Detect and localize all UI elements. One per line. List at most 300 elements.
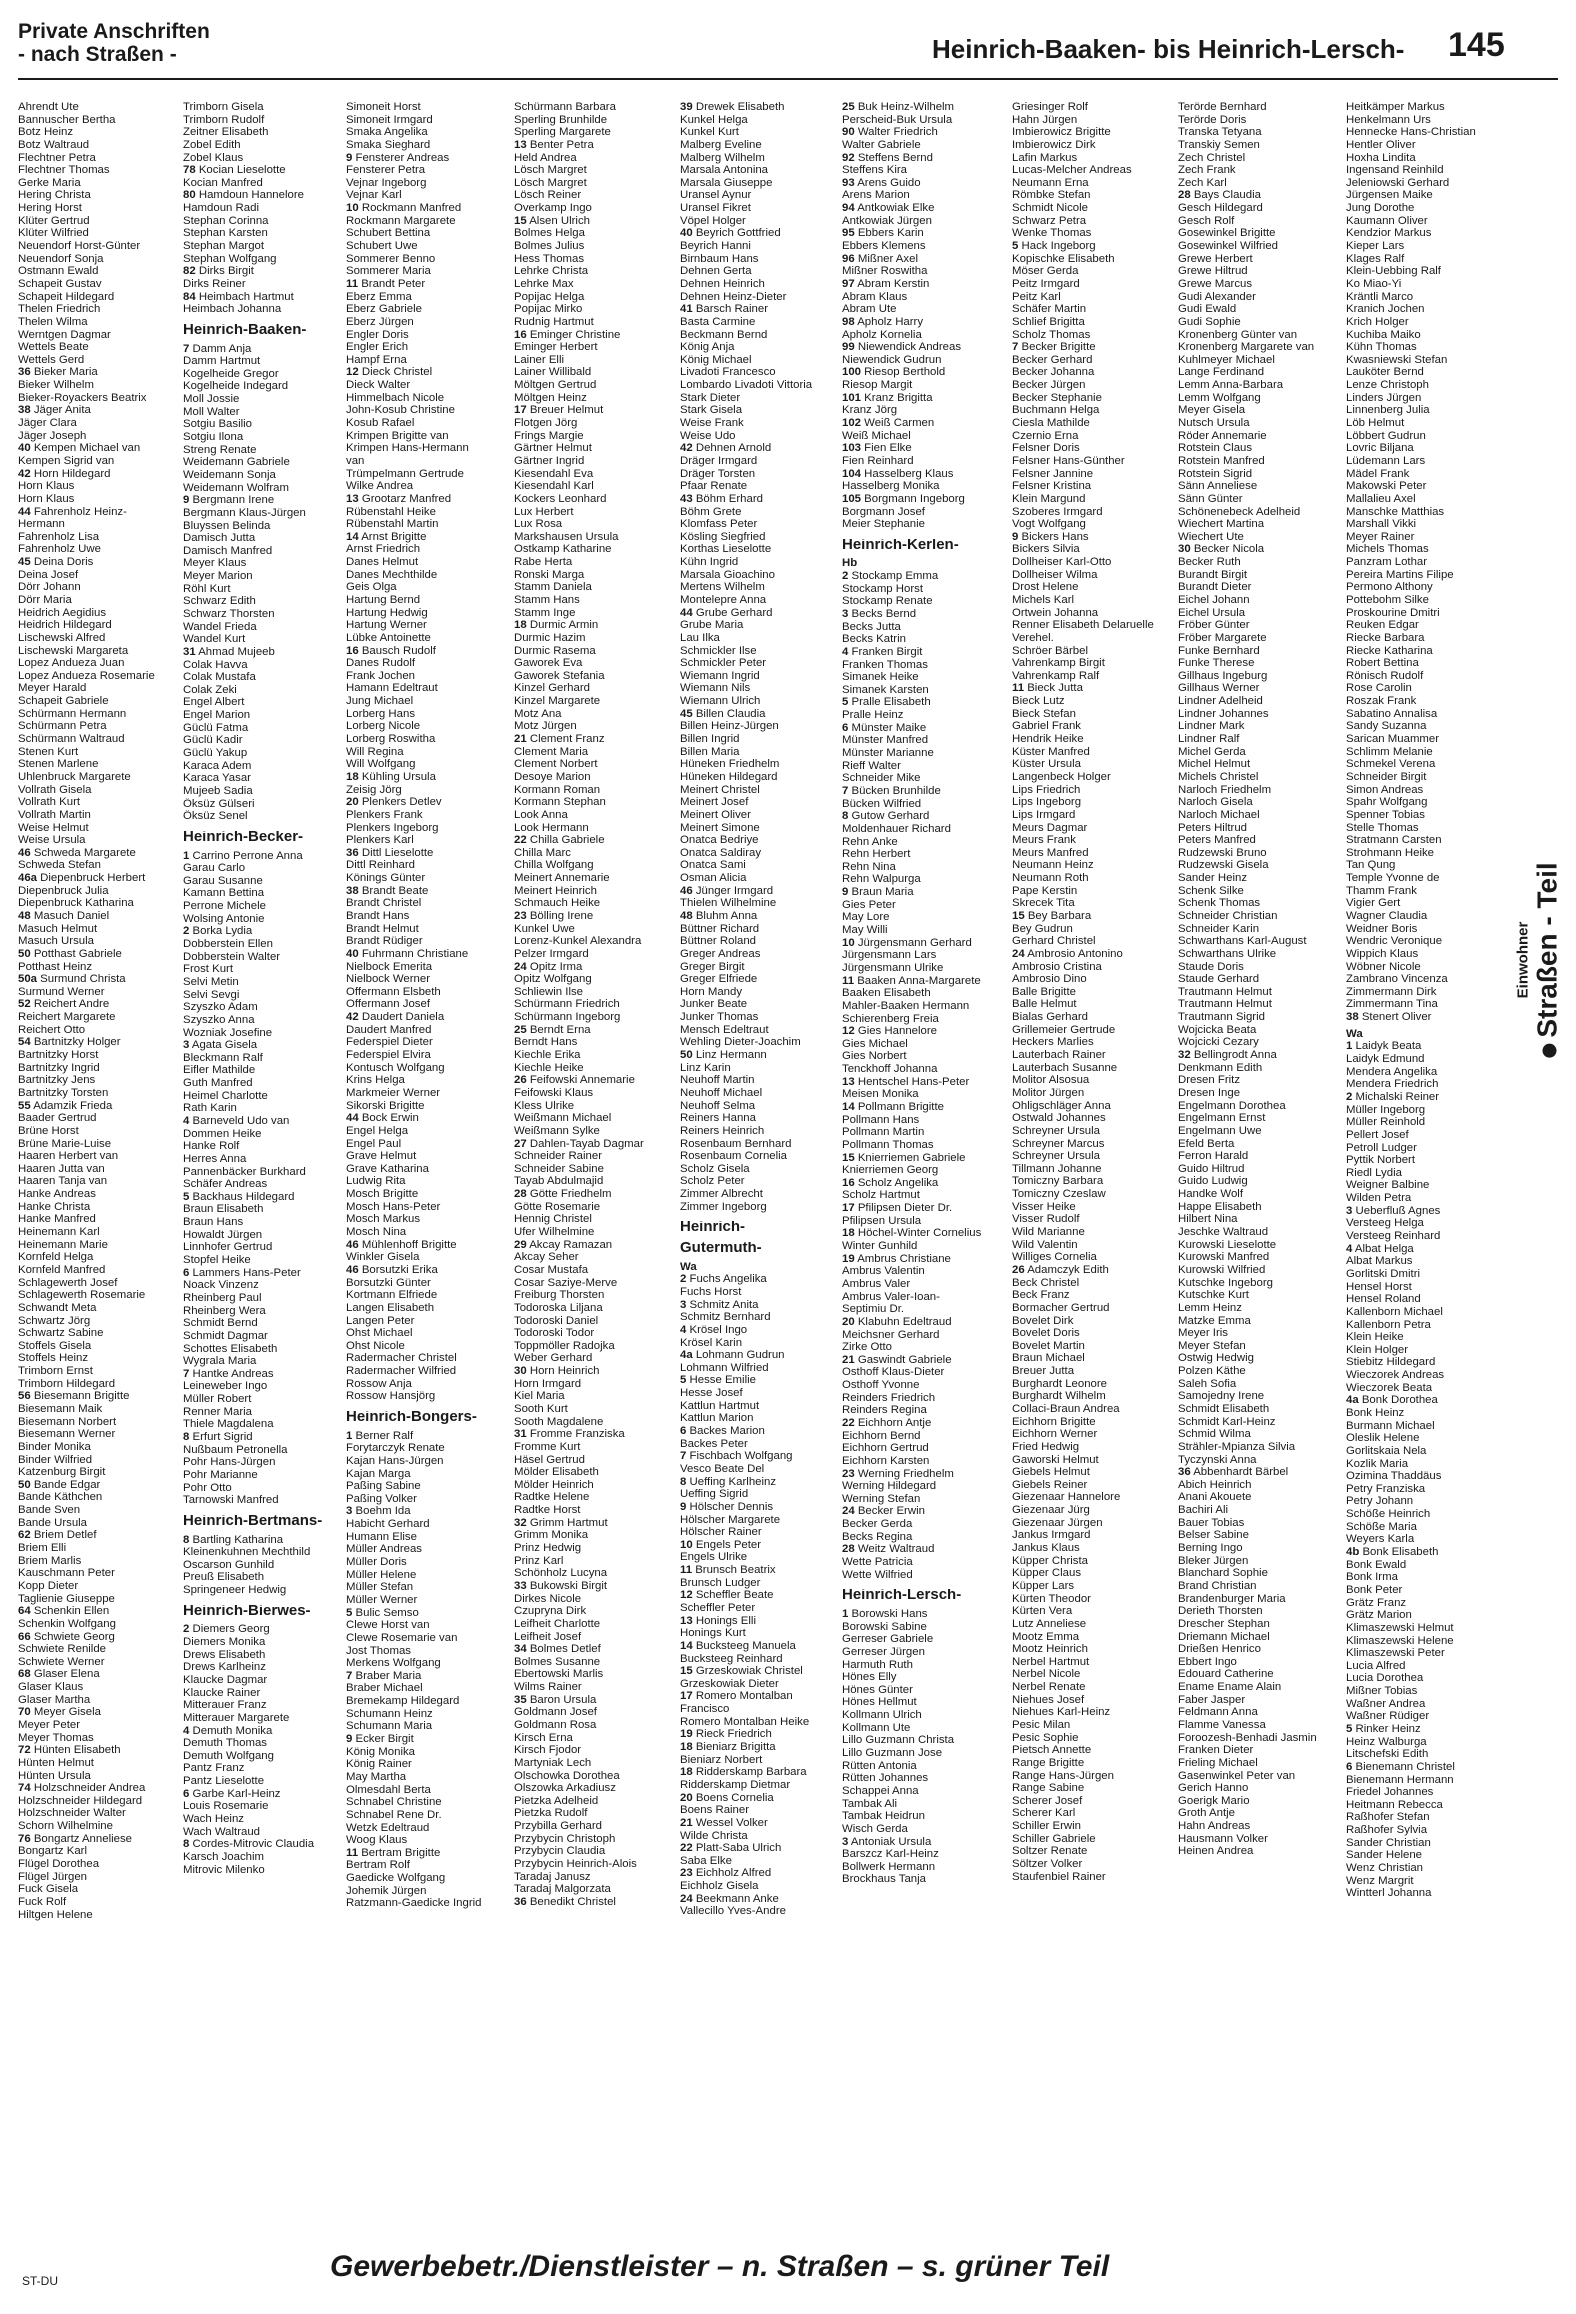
resident-entry: Brand Christian (1178, 1579, 1257, 1592)
resident-entry: Funke Bernhard (1178, 644, 1260, 657)
resident-entry: Zobel Edith (183, 138, 241, 151)
resident-entry: Grewe Marcus (1178, 277, 1253, 290)
resident-entry: Scherer Karl (1012, 1807, 1076, 1820)
resident-entry: Terörde Doris (1178, 113, 1247, 126)
resident-entry: Kirsch Erna (514, 1731, 573, 1744)
resident-entry: Hoxha Lindita (1346, 151, 1416, 164)
resident-entry: 42 Dehnen Arnold (680, 442, 772, 455)
resident-entry: Bartnitzky Horst (18, 1049, 99, 1062)
house-number: 8 (680, 1475, 687, 1488)
resident-entry: Dollheiser Karl-Otto (1012, 556, 1112, 569)
resident-entry: Häsel Gertrud (514, 1453, 585, 1466)
resident-entry: 11 Bieck Jutta (1012, 682, 1083, 695)
resident-entry: Flügel Dorothea (18, 1858, 100, 1871)
resident-entry: Strohmann Heike (1346, 846, 1435, 859)
resident-entry: Zimmer Ingeborg (680, 1200, 767, 1213)
resident-entry: Pfaar Renate (680, 480, 748, 493)
resident-entry: Greger Andreas (680, 947, 761, 960)
resident-entry: Röhl Kurt (183, 582, 231, 595)
resident-entry: Zirke Otto (842, 1341, 893, 1354)
resident-entry: Motz Jürgen (514, 720, 577, 733)
page-number: 145 (1448, 26, 1505, 64)
resident-entry: Staude Gerhard (1178, 973, 1260, 986)
resident-entry: Nerbel Nicole (1012, 1668, 1081, 1681)
resident-entry: Mitterauer Franz (183, 1699, 267, 1712)
resident-entry: 15 Knierriemen Gabriele (842, 1151, 966, 1164)
resident-entry: Scholz Hartmut (842, 1189, 920, 1202)
resident-entry: Terörde Bernhard (1178, 101, 1267, 113)
house-number: 42 (346, 1011, 359, 1024)
resident-entry: Meyer Gisela (1178, 404, 1246, 417)
resident-entry: 96 Mißner Axel (842, 252, 918, 265)
resident-entry: Temple Yvonne de (1346, 872, 1440, 885)
resident-entry: Romero Montalban Heike (680, 1715, 810, 1728)
resident-entry: Bonk Peter (1346, 1583, 1403, 1596)
resident-entry: 38 Brandt Beate (346, 884, 429, 897)
resident-entry: Wygrala Maria (183, 1355, 257, 1368)
house-number: 36 (18, 366, 31, 379)
resident-entry: Albat Markus (1346, 1255, 1413, 1268)
resident-entry: Winkler Gisela (346, 1251, 420, 1264)
resident-entry: 12 Gies Hannelore (842, 1025, 937, 1038)
resident-entry: Katzenburg Birgit (18, 1466, 106, 1479)
resident-entry: 3 Schmitz Anita (680, 1298, 759, 1311)
house-number: 7 (183, 1367, 190, 1380)
resident-entry: 84 Heimbach Hartmut (183, 290, 294, 303)
resident-entry: Kinzel Gerhard (514, 682, 590, 695)
house-number: 48 (680, 910, 693, 922)
house-number: 4 (183, 1724, 190, 1737)
resident-entry: Wehling Dieter-Joachim (680, 1036, 801, 1049)
resident-entry: Imbierowicz Dirk (1012, 138, 1096, 151)
resident-entry: Klüter Wilfried (18, 227, 89, 240)
resident-entry: Lemm Wolfgang (1178, 391, 1261, 404)
resident-entry: Klein-Uebbing Ralf (1346, 265, 1441, 278)
house-number: 48 (18, 910, 31, 922)
resident-entry: Billen Maria (680, 745, 740, 758)
house-number: 15 (1012, 910, 1025, 922)
side-tab-big (1532, 862, 1564, 1057)
resident-entry: Bleker Jürgen (1178, 1554, 1249, 1567)
resident-entry: Küster Manfred (1012, 745, 1090, 758)
resident-entry: Schmidt Bernd (183, 1317, 258, 1330)
resident-entry: Niehues Karl-Heinz (1012, 1706, 1111, 1719)
resident-entry: Peitz Irmgard (1012, 277, 1080, 290)
resident-entry: 14 Pollmann Brigitte (842, 1100, 944, 1113)
house-number: 44 (680, 606, 693, 619)
resident-entry: Oscarson Gunhild (183, 1558, 275, 1571)
resident-entry: Stamm Inge (514, 606, 576, 619)
resident-entry: 38 Stenert Oliver (1346, 1011, 1432, 1024)
resident-entry: Kuhlmeyer Michael (1178, 353, 1275, 366)
resident-entry: Moll Walter (183, 405, 240, 418)
house-number: 98 (842, 315, 855, 328)
resident-entry: 17 Romero Montalban (680, 1690, 793, 1703)
resident-entry: Buchmann Helga (1012, 404, 1100, 417)
house-number: 4 (680, 1323, 687, 1336)
resident-entry: Kozlik Maria (1346, 1457, 1409, 1470)
resident-entry: Pollmann Martin (842, 1126, 925, 1139)
resident-entry: Schenk Silke (1178, 884, 1244, 897)
resident-entry: Moll Jossie (183, 393, 240, 406)
resident-entry: Blanchard Sophie (1178, 1567, 1268, 1580)
resident-entry: Saba Elke (680, 1854, 732, 1867)
resident-entry: Lehrke Max (514, 277, 574, 290)
resident-entry: Holzschneider Hildegard (18, 1794, 143, 1807)
house-number: 6 (680, 1425, 687, 1438)
resident-entry: Look Hermann (514, 821, 589, 834)
house-number: 3 (183, 1039, 190, 1052)
resident-entry: Barszcz Karl-Heinz (842, 1848, 939, 1861)
resident-entry: Hölscher Rainer (680, 1526, 762, 1539)
house-number: 29 (514, 1238, 527, 1251)
house-number: 93 (842, 176, 855, 189)
resident-entry: Mitterauer Margarete (183, 1711, 290, 1724)
resident-entry: Riecke Katharina (1346, 644, 1433, 657)
resident-entry: Eberz Gabriele (346, 303, 422, 316)
resident-entry: Müller Robert (183, 1393, 252, 1406)
resident-entry: Bleckmann Ralf (183, 1051, 263, 1064)
resident-entry: Dirkes Nicole (514, 1592, 582, 1605)
resident-entry: Kwasniewski Stefan (1346, 353, 1448, 366)
resident-entry: Mosch Markus (346, 1213, 421, 1226)
house-number: 11 (346, 277, 359, 290)
resident-entry: Colak Havva (183, 658, 248, 671)
resident-entry: Pantz Lieselotte (183, 1775, 265, 1788)
resident-entry: Lopez Andueza Rosemarie (18, 669, 155, 682)
resident-entry: Plenkers Frank (346, 808, 423, 821)
resident-entry: Lüdemann Lars (1346, 454, 1426, 467)
resident-entry: Scholz Thomas (1012, 328, 1091, 341)
resident-entry: Rudzewski Bruno (1178, 846, 1267, 859)
resident-entry: Reiners Hanna (680, 1112, 756, 1125)
resident-entry: 7 Bücken Brunhilde (842, 784, 941, 797)
resident-entry: Nielbock Emerita (346, 960, 433, 973)
resident-entry: 35 Baron Ursula (514, 1693, 597, 1706)
resident-entry: Wozniak Josefine (183, 1026, 273, 1039)
resident-entry: Apholz Kornelia (842, 328, 922, 341)
resident-entry: Meinert Christel (680, 783, 760, 796)
resident-entry: 78 Kocian Lieselotte (183, 164, 286, 177)
resident-entry: Schumann Maria (346, 1720, 433, 1733)
resident-entry: Prinz Hedwig (514, 1542, 582, 1555)
resident-entry: Stark Dieter (680, 391, 741, 404)
resident-entry: Werning Stefan (842, 1492, 921, 1505)
resident-entry: Noack Vinzenz (183, 1279, 259, 1292)
resident-entry: Potthast Heinz (18, 960, 93, 973)
resident-entry: Krins Helga (346, 1074, 405, 1087)
resident-entry: Colak Mustafa (183, 671, 256, 684)
resident-entry: Ohligschläger Anna (1012, 1099, 1111, 1112)
resident-entry: Thamm Frank (1346, 884, 1417, 897)
house-number: 38 (18, 404, 31, 417)
resident-entry: Wettels Gerd (18, 353, 85, 366)
resident-entry: Masuch Helmut (18, 922, 98, 935)
resident-entry: 5 Hack Ingeborg (1012, 240, 1096, 253)
house-number: 18 (842, 1227, 855, 1240)
resident-entry: 30 Becker Nicola (1178, 543, 1265, 556)
resident-entry: Meyer Thomas (18, 1731, 94, 1744)
house-number: 20 (680, 1791, 693, 1804)
resident-entry: Permono Althony (1346, 581, 1433, 594)
resident-entry: 44 Bock Erwin (346, 1112, 419, 1125)
resident-entry: Grzeskowiak Dieter (680, 1677, 779, 1690)
resident-entry: 26 Feifowski Annemarie (514, 1074, 635, 1087)
house-number: 43 (680, 492, 693, 505)
resident-entry: 14 Arnst Brigitte (346, 530, 427, 543)
resident-entry: Peitz Karl (1012, 290, 1061, 303)
resident-entry: Schweda Stefan (18, 859, 101, 872)
resident-entry: Federspiel Elvira (346, 1049, 431, 1062)
resident-entry: Raßhofer Stefan (1346, 1811, 1430, 1824)
house-number: 5 (680, 1374, 687, 1387)
resident-entry: Paßing Volker (346, 1492, 417, 1505)
resident-entry: Lübke Antoinette (346, 631, 431, 644)
resident-entry: Schmekel Verena (1346, 758, 1436, 771)
house-number: 2 (183, 925, 190, 938)
resident-entry: Tambak Ali (842, 1797, 898, 1810)
resident-entry: Offermann Elsbeth (346, 985, 441, 998)
resident-entry: Meinert Josef (680, 796, 749, 809)
resident-entry: Lips Friedrich (1012, 783, 1081, 796)
resident-entry: Kogelheide Indegard (183, 380, 289, 393)
resident-entry: Taglienie Giuseppe (18, 1592, 115, 1605)
resident-entry: Rönisch Rudolf (1346, 669, 1424, 682)
resident-entry: Kösling Siegfried (680, 530, 766, 543)
resident-entry: Pelzer Irmgard (514, 947, 589, 960)
resident-entry: Schumann Heinz (346, 1707, 433, 1720)
resident-entry: Garau Carlo (183, 862, 246, 875)
resident-entry: Weidemann Gabriele (183, 456, 290, 469)
resident-entry: Borgmann Josef (842, 505, 925, 518)
resident-entry: Bertram Rolf (346, 1859, 410, 1872)
resident-entry: 66 Schwiete Georg (18, 1630, 115, 1643)
resident-entry: Vejnar Ingeborg (346, 176, 427, 189)
resident-entry: Bannuscher Bertha (18, 113, 116, 126)
resident-entry: Schäfer Andreas (183, 1178, 268, 1191)
resident-entry: 21 Clement Franz (514, 733, 605, 746)
resident-entry: Neuendorf Horst-Günter (18, 240, 141, 253)
resident-entry: Malberg Wilhelm (680, 151, 765, 164)
resident-entry: Lohmann Wilfried (680, 1361, 769, 1374)
resident-entry: Zech Frank (1178, 164, 1236, 177)
resident-entry: 4 Demuth Monika (183, 1724, 273, 1737)
resident-entry: Ronski Marga (514, 568, 585, 581)
resident-entry: Howaldt Jürgen (183, 1228, 263, 1241)
resident-entry: Berndt Hans (514, 1036, 578, 1049)
resident-entry: Linnenberg Julia (1346, 404, 1430, 417)
resident-entry: Reichert Otto (18, 1023, 86, 1036)
resident-entry: Kajan Hans-Jürgen (346, 1454, 444, 1467)
resident-entry: Heimbach Johanna (183, 303, 282, 316)
house-number: 15 (680, 1665, 693, 1678)
resident-entry: Mosch Nina (346, 1226, 407, 1239)
resident-entry: Bremekamp Hildegard (346, 1695, 460, 1708)
house-number: 25 (842, 101, 855, 113)
resident-entry: Lainer Elli (514, 353, 565, 366)
resident-entry: Deina Josef (18, 568, 79, 581)
resident-entry: Kranz Jörg (842, 404, 898, 417)
resident-entry: Rotstein Claus (1178, 442, 1253, 455)
house-number: 35 (514, 1693, 527, 1706)
resident-entry: Grätz Marion (1346, 1609, 1412, 1622)
resident-entry: Kendzior Markus (1346, 227, 1432, 240)
resident-entry: Biesemann Werner (18, 1428, 116, 1441)
resident-entry: Klimaszewski Helene (1346, 1634, 1454, 1647)
house-number: 6 (1346, 1760, 1353, 1773)
resident-entry: 5 Pralle Elisabeth (842, 696, 931, 709)
resident-entry: Durmic Rasema (514, 644, 596, 657)
resident-entry: Münster Marianne (842, 747, 934, 760)
resident-entry: Sperling Brunhilde (514, 113, 608, 126)
resident-entry: Staude Doris (1178, 960, 1244, 973)
resident-entry: Weise Helmut (18, 821, 89, 834)
resident-entry: Schröer Bärbel (1012, 644, 1088, 657)
resident-entry: Onatca Saldiray (680, 846, 762, 859)
resident-entry: Hentler Oliver (1346, 138, 1416, 151)
resident-entry: 76 Bongartz Anneliese (18, 1832, 132, 1845)
resident-entry: Eichel Johann (1178, 593, 1250, 606)
resident-entry: Livadoti Francesco (680, 366, 776, 379)
resident-entry: Tomiczny Barbara (1012, 1175, 1104, 1188)
resident-entry: Güclü Kadir (183, 734, 243, 747)
resident-entry: Holzschneider Walter (18, 1807, 126, 1820)
resident-entry: Schmitz Bernhard (680, 1311, 771, 1324)
resident-entry: Schenkin Wolfgang (18, 1617, 116, 1630)
resident-entry: Ko Miao-Yi (1346, 277, 1402, 290)
resident-entry: Meier Stephanie (842, 518, 925, 531)
resident-entry: Bonk Heinz (1346, 1406, 1405, 1419)
resident-entry: Vollrath Gisela (18, 783, 92, 796)
resident-entry: 18 Ridderskamp Barbara (680, 1766, 807, 1779)
resident-entry: Kiesendahl Eva (514, 467, 594, 480)
resident-entry: Rossow Anja (346, 1377, 412, 1390)
resident-entry: Meyer Marion (183, 570, 253, 583)
resident-entry: Mujeeb Sadia (183, 784, 253, 797)
house-number: 17 (842, 1202, 855, 1215)
resident-entry: Rath Karin (183, 1102, 237, 1115)
resident-entry: Goldmann Josef (514, 1706, 597, 1719)
resident-entry: Rosenbaum Bernhard (680, 1137, 792, 1150)
resident-entry: Lauterbach Rainer (1012, 1049, 1106, 1062)
resident-entry: Marsala Giuseppe (680, 176, 773, 189)
resident-entry: Hamann Edeltraut (346, 682, 438, 695)
resident-entry: Braun Elisabeth (183, 1203, 264, 1216)
resident-entry: Smaka Sieghard (346, 138, 431, 151)
resident-entry: Humann Elise (346, 1530, 417, 1543)
resident-entry: 103 Fien Elke (842, 442, 912, 455)
resident-entry: Lips Ingeborg (1012, 796, 1082, 809)
house-number: 31 (183, 645, 196, 658)
resident-entry: Krimpen Brigitte van (346, 429, 449, 442)
resident-entry: Felsner Jannine (1012, 467, 1094, 480)
resident-entry: Vollrath Kurt (18, 796, 81, 809)
resident-entry: Neuhoff Martin (680, 1074, 755, 1087)
resident-entry: Held Andrea (514, 151, 577, 164)
resident-entry: Brunsch Ludger (680, 1576, 761, 1589)
resident-entry: Jeleniowski Gerhard (1346, 176, 1450, 189)
resident-entry: Götte Rosemarie (514, 1200, 601, 1213)
resident-entry: Berning Ingo (1178, 1542, 1243, 1555)
resident-entry: Hess Thomas (514, 252, 585, 265)
resident-entry: Simoneit Horst (346, 101, 421, 113)
resident-entry: Rotstein Sigrid (1178, 467, 1253, 480)
house-number: 74 (18, 1782, 31, 1795)
resident-entry: Engelmann Dorothea (1178, 1099, 1286, 1112)
resident-entry: Abram Ute (842, 303, 897, 316)
resident-entry: Vesco Beate Del (680, 1462, 765, 1475)
resident-entry: Pfilipsen Ursula (842, 1214, 922, 1227)
resident-entry: Kunkel Kurt (680, 126, 739, 139)
house-number: 7 (1012, 341, 1019, 354)
resident-entry: 16 Eminger Christine (514, 328, 621, 341)
resident-entry: Bovelet Martin (1012, 1339, 1085, 1352)
house-number: 26 (1012, 1263, 1025, 1276)
resident-entry: Schlagewerth Rosemarie (18, 1289, 146, 1302)
resident-entry: Dräger Torsten (680, 467, 756, 480)
resident-entry: Mädel Frank (1346, 467, 1410, 480)
house-number: 7 (346, 1669, 353, 1682)
resident-entry: Stamm Hans (514, 593, 580, 606)
resident-entry: Pietsch Annette (1012, 1744, 1092, 1757)
resident-entry: 18 Bieniarz Brigitta (680, 1741, 776, 1754)
resident-entry: Krösel Karin (680, 1336, 743, 1349)
resident-entry: Meinert Simone (680, 821, 760, 834)
resident-entry: 7 Braber Maria (346, 1669, 422, 1682)
house-number: 3 (680, 1298, 687, 1311)
resident-entry: Woog Klaus (346, 1834, 408, 1847)
resident-entry: Ufer Wilhelmine (514, 1226, 595, 1239)
directory-column (18, 101, 172, 1921)
resident-entry: 2 Fuchs Angelika (680, 1273, 767, 1286)
resident-entry: Desoye Marion (514, 770, 591, 783)
resident-entry: Stratmann Carsten (1346, 834, 1442, 847)
resident-entry: Schöße Heinrich (1346, 1508, 1431, 1521)
resident-entry: Dehnen Heinrich (680, 277, 765, 290)
resident-entry: Sooth Magdalene (514, 1415, 604, 1428)
resident-entry: Johemik Jürgen (346, 1884, 427, 1897)
resident-entry: Osthoff Klaus-Dieter (842, 1366, 945, 1379)
resident-entry: Schäfer Martin (1012, 303, 1087, 316)
resident-entry: Weber Gerhard (514, 1352, 593, 1365)
resident-entry: Trautmann Helmut (1178, 998, 1272, 1011)
resident-entry: Bartnitzky Torsten (18, 1086, 109, 1099)
house-number: 46 (346, 1263, 359, 1276)
resident-entry: Sander Helene (1346, 1849, 1422, 1862)
resident-entry: Engler Doris (346, 328, 409, 341)
resident-entry: Söltzer Volker (1012, 1858, 1083, 1871)
resident-entry: Schwarz Thorsten (183, 608, 275, 620)
resident-entry: Gaedicke Wolfgang (346, 1872, 446, 1885)
resident-entry: Vejnar Karl (346, 189, 402, 202)
resident-entry: Kornfeld Helga (18, 1251, 94, 1264)
side-tab (1514, 700, 1563, 1220)
resident-entry: Wagner Claudia (1346, 910, 1428, 922)
resident-entry: Braun Michael (1012, 1352, 1085, 1365)
resident-entry: 8 Ueffing Karlheinz (680, 1475, 777, 1488)
resident-entry: 43 Böhm Erhard (680, 492, 763, 505)
resident-entry: 10 Engels Peter (680, 1538, 762, 1551)
resident-entry: Rieff Walter (842, 759, 901, 772)
house-number: 39 (680, 101, 693, 113)
resident-entry: Simanek Heike (842, 671, 919, 684)
resident-entry: Honings Kurt (680, 1627, 746, 1640)
resident-entry: Zimmermann Dirk (1346, 985, 1437, 998)
resident-entry: Wippich Klaus (1346, 947, 1419, 960)
resident-entry: Laidyk Edmund (1346, 1053, 1425, 1066)
resident-entry: Küpper Christa (1012, 1554, 1088, 1567)
house-number: 7 (183, 342, 190, 355)
